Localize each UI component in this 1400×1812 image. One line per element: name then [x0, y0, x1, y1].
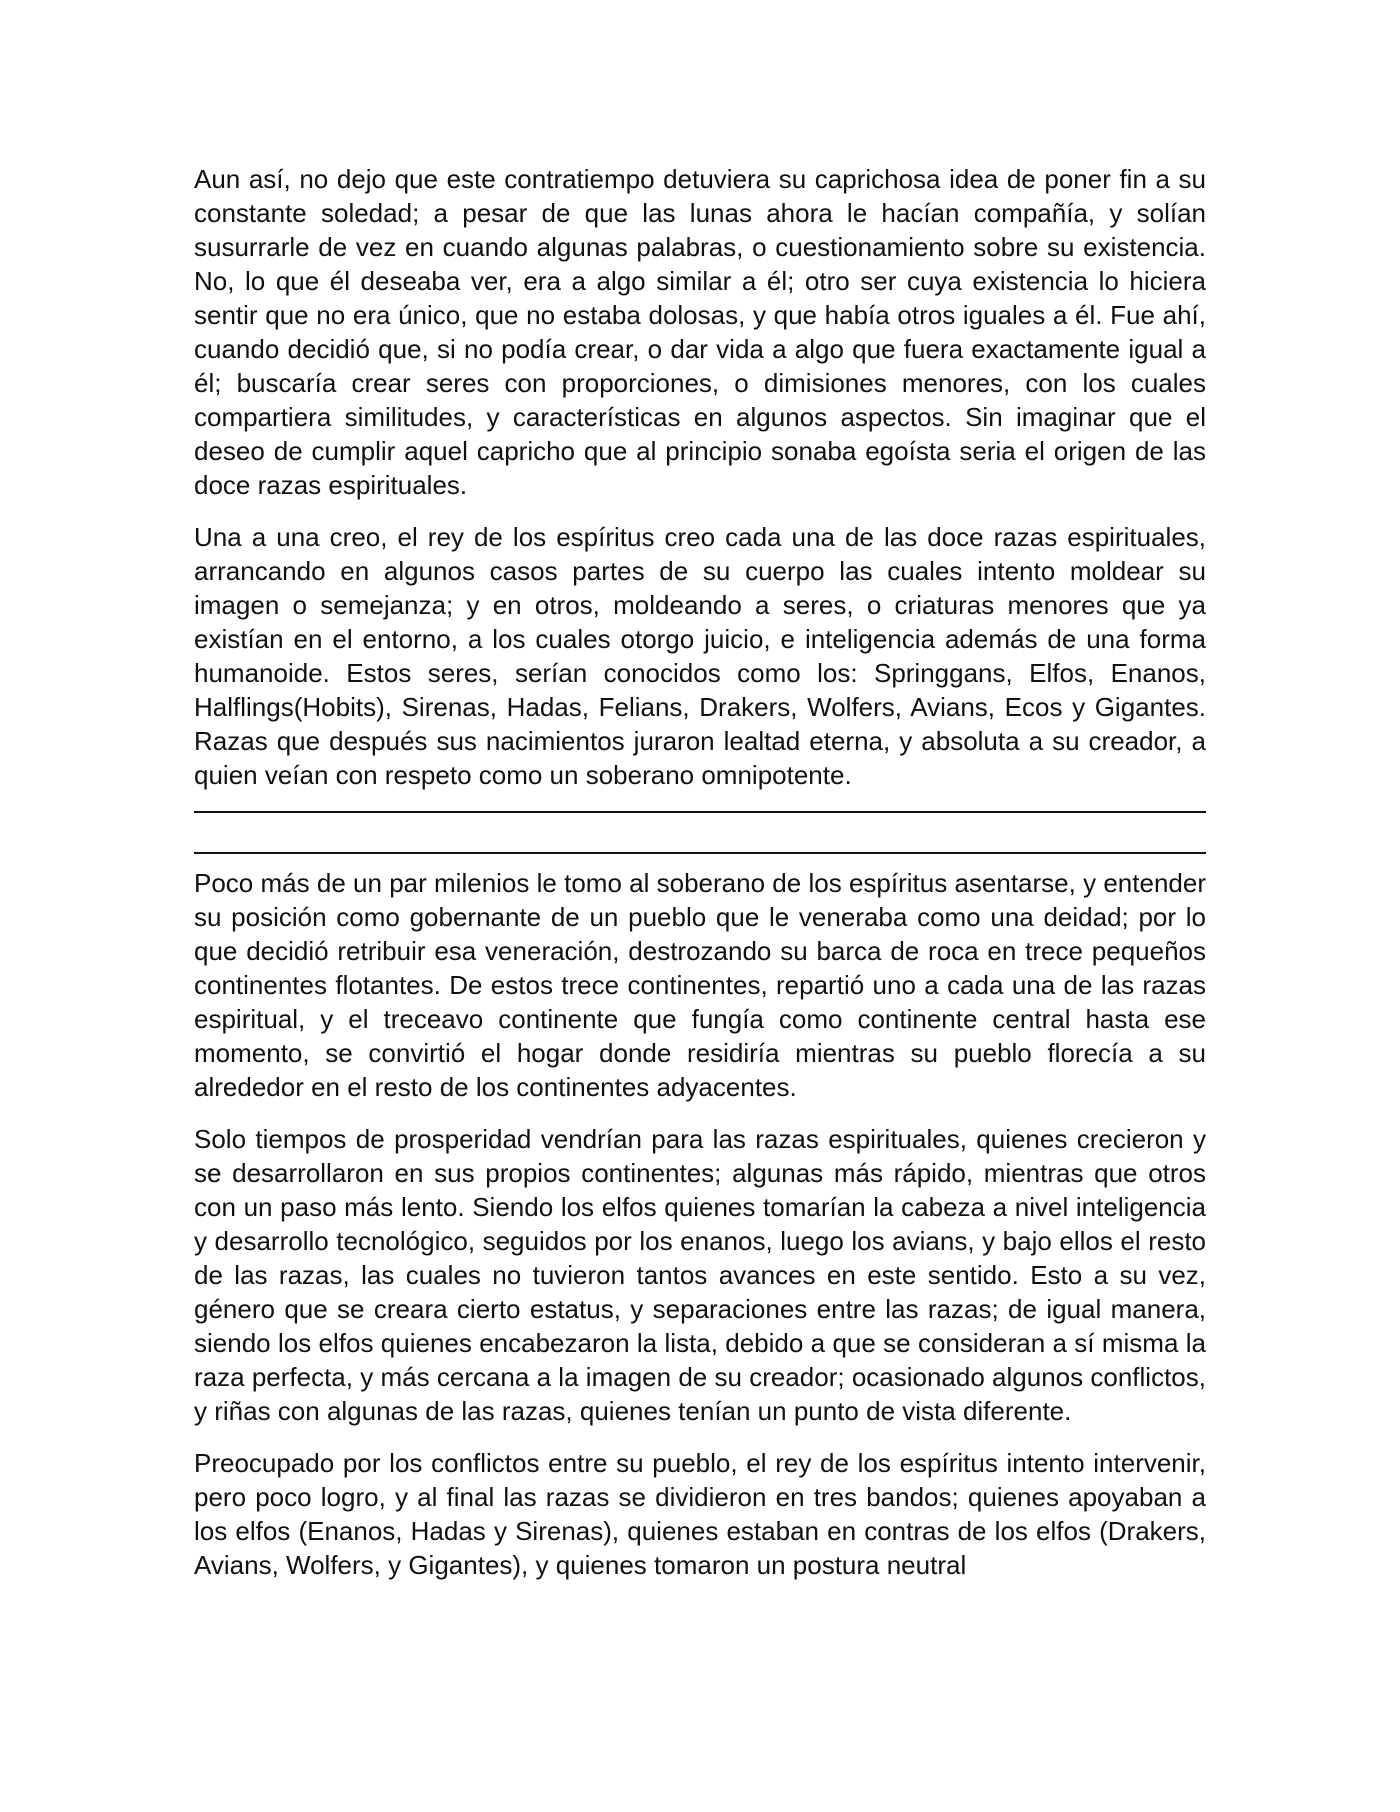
paragraph: Solo tiempos de prosperidad vendrían para las razas espirituales, quienes crecieron y se desarrollaron en sus propios continentes; algunas más rápido, mientras que otros con un paso más lento. Siendo los elfos quienes tomarían la cabeza a nivel inteligencia y desarrollo tecnológico, seguidos por los enanos, luego los avians, y bajo ellos el resto de las razas, las cuales no tuvieron tantos avances en este sentido. Esto a su vez, género que se creara cierto estatus, y separaciones entre las razas; de igual manera, siendo los elfos quienes encabezaron la lista, debido a que se consideran a sí misma la raza perfecta, y más cercana a la imagen de su creador; ocasionado algunos conflictos, y riñas con algunas de las razas, quienes tenían un punto de vista diferente. [194, 1124, 1206, 1426]
paragraph-gap [194, 502, 1206, 520]
paragraph-gap [194, 1104, 1206, 1122]
section-divider-bottom [194, 852, 1206, 854]
section-divider-top [194, 811, 1206, 813]
paragraph: Preocupado por los conflictos entre su pueblo, el rey de los espíritus intento intervenir, pero poco logro, y al final las razas se dividieron en tres bandos; quienes apoyaban a los elfos (Enanos, Hadas y Sirenas), quienes estaban en contras de los elfos (Drakers, Avians, Wolfers, y Gigantes), y quienes tomaron un postura neutral [194, 1448, 1206, 1580]
paragraph: Poco más de un par milenios le tomo al soberano de los espíritus asentarse, y entender su posición como gobernante de un pueblo que le veneraba como una deidad; por lo que decidió retribuir esa veneración, destrozando su barca de roca en trece pequeños continentes flotantes. De estos trece continentes, repartió uno a cada una de las razas espiritual, y el treceavo continente que fungía como continente central hasta ese momento, se convirtió el hogar donde residiría mientras su pueblo florecía a su alrededor en el resto de los continentes adyacentes. [194, 868, 1206, 1102]
section-1 [194, 162, 1206, 792]
paragraph: Una a una creo, el rey de los espíritus creo cada una de las doce razas espirituales, arrancando en algunos casos partes de su cuerpo las cuales intento moldear su imagen o semejanza; y en otros, moldeando a seres, o criaturas menores que ya existían en el entorno, a los cuales otorgo juicio, e inteligencia además de una forma humanoide. Estos seres, serían conocidos como los: Springgans, Elfos, Enanos, Halflings(Hobits), Sirenas, Hadas, Felians, Drakers, Wolfers, Avians, Ecos y Gigantes. Razas que después sus nacimientos juraron lealtad eterna, y absoluta a su creador, a quien veían con respeto como un soberano omnipotente. [194, 522, 1206, 790]
paragraph: Aun así, no dejo que este contratiempo detuviera su caprichosa idea de poner fin a su constante soledad; a pesar de que las lunas ahora le hacían compañía, y solían susurrarle de vez en cuando algunas palabras, o cuestionamiento sobre su existencia. No, lo que él deseaba ver, era a algo similar a él; otro ser cuya existencia lo hiciera sentir que no era único, que no estaba dolosas, y que había otros iguales a él. Fue ahí, cuando decidió que, si no podía crear, o dar vida a algo que fuera exactamente igual a él; buscaría crear seres con proporciones, o dimisiones menores, con los cuales compartiera similitudes, y características en algunos aspectos. Sin imaginar que el deseo de cumplir aquel capricho que al principio sonaba egoísta seria el origen de las doce razas espirituales. [194, 164, 1206, 500]
section-2 [194, 866, 1206, 1582]
paragraph-gap [194, 1428, 1206, 1446]
